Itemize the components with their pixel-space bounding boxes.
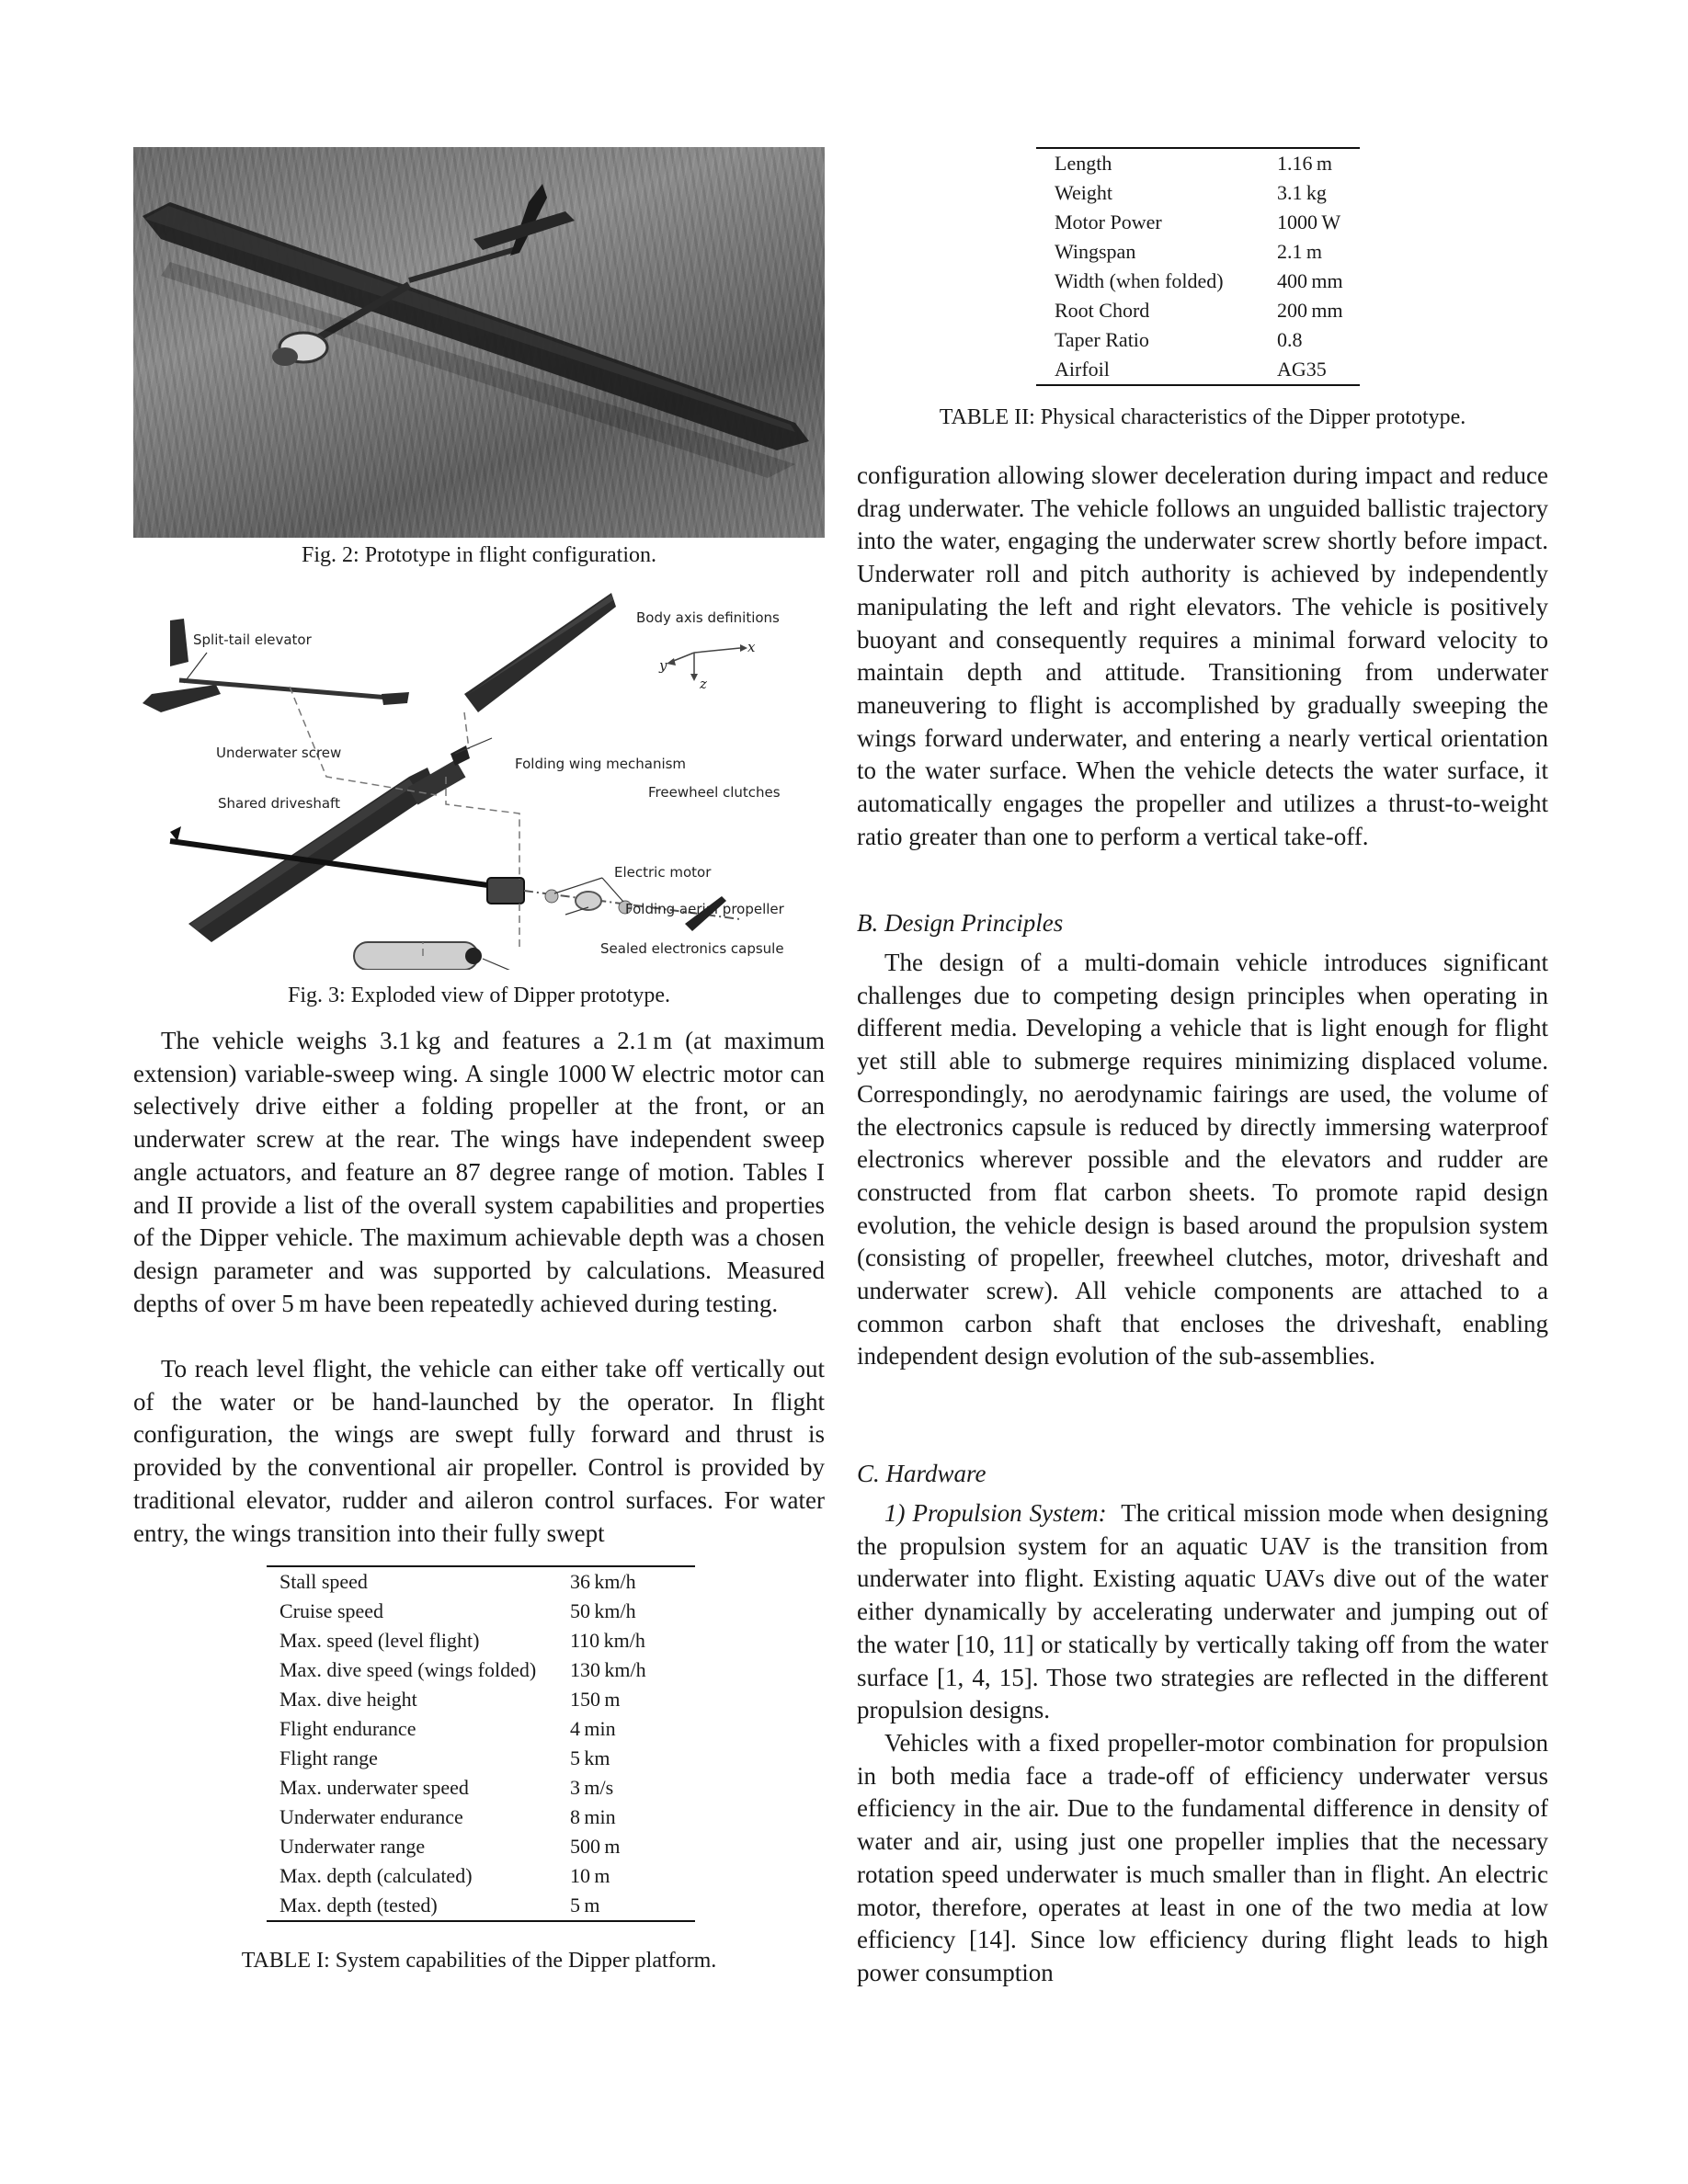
table-1-row	[267, 1626, 695, 1655]
table-1-value: 10 m	[570, 1864, 610, 1887]
label-folding-wing-mechanism: Folding wing mechanism	[515, 756, 687, 772]
table-1-row	[267, 1655, 695, 1685]
electronics-capsule-shape	[354, 942, 478, 970]
table-2-value: 1000 W	[1277, 210, 1341, 233]
table-1-property: Max. dive speed (wings folded)	[279, 1658, 537, 1681]
table-2-value: 3.1 kg	[1277, 181, 1327, 204]
tail-fin	[170, 619, 188, 666]
table-1-row	[267, 1597, 695, 1626]
label-split-tail-elevator: Split-tail elevator	[193, 631, 312, 648]
table-2-row	[1036, 237, 1360, 267]
label-body-axis-definitions: Body axis definitions	[636, 609, 780, 626]
table-2-property: Motor Power	[1055, 210, 1162, 233]
left-paragraph-1: The vehicle weighs 3.1 kg and features a 2.1 m (at maximum extension) variable-sweep wing. A single 1000 W electric motor can selectively drive either a folding propeller at the front, or an underwater screw at the rear. The wings have independent sweep angle actuators, and feature an 87 degree range of motion. Tables I and II provide a list of the overall system capabilities and properties of the Dipper vehicle. The maximum achievable depth was a chosen design parameter and was supported by calculations. Measured depths of over 5 m have been repeatedly achieved during testing.	[133, 1027, 825, 1317]
prototype-photo	[133, 147, 825, 538]
label-axis-z: z	[700, 676, 707, 692]
table-1-value: 500 m	[570, 1835, 621, 1858]
label-electric-motor: Electric motor	[614, 864, 712, 881]
table-1-property: Max. underwater speed	[279, 1776, 469, 1799]
table-1-value: 5 km	[570, 1746, 610, 1769]
table-1-value: 5 m	[570, 1891, 695, 1921]
table-1-property: Flight range	[279, 1746, 378, 1769]
table-1-row	[267, 1566, 695, 1597]
table-2-value: AG35	[1277, 355, 1360, 385]
table-2-row	[1036, 178, 1360, 208]
table-1-row	[267, 1891, 695, 1921]
aircraft-silhouette	[133, 147, 825, 538]
right-paragraph-3-text: The critical mission mode when designing the propulsion system for an aquatic UAV is the transition from underwater into flight. Existing aquatic UAVs dive out of the water either dynamically by accelerating underwater and jumping out of the water [10, 11] or statically by vertically taking off from the water surface [1, 4, 15]. Those two strategies are reflected in the different propulsion designs.	[857, 1499, 1549, 1724]
table-2-physical-characteristics	[1036, 147, 1360, 386]
table-2-value: 200 mm	[1277, 299, 1343, 322]
section-b-heading: B. Design Principles	[857, 909, 1064, 937]
right-paragraph-4: Vehicles with a fixed propeller-motor combination for propulsion in both media face a trade-off of efficiency underwater versus efficiency in the air. Due to the fundamental difference in density of water and air, using just one propeller implies that the necessary rotation speed underwater is much smaller than in flight. An electric motor, therefore, operates at least in one of the two media at low efficiency [14]. Since low efficiency during flight leads to high power consumption	[857, 1729, 1548, 1986]
label-folding-aerial-propeller: Folding aerial propeller	[625, 901, 784, 917]
table-1-property: Max. dive height	[279, 1688, 417, 1711]
table-1-property: Max. speed (level flight)	[279, 1629, 480, 1652]
table-1-property: Underwater endurance	[279, 1805, 463, 1828]
table-2-value: 1.16 m	[1277, 148, 1360, 178]
table-1-row	[267, 1773, 695, 1803]
split-tail-elevator-shape	[143, 685, 221, 712]
label-sealed-electronics-capsule: Sealed electronics capsule	[600, 940, 784, 957]
table-2-property: Root Chord	[1055, 299, 1150, 322]
table-2-row	[1036, 208, 1360, 237]
subsection-propulsion-system: 1) Propulsion System:	[884, 1499, 1107, 1527]
right-paragraph-3	[857, 1497, 1548, 1727]
table-2-caption: TABLE II: Physical characteristics of the Dipper prototype.	[939, 405, 1466, 429]
label-freewheel-clutches: Freewheel clutches	[648, 784, 781, 801]
table-2-property: Taper Ratio	[1055, 328, 1149, 351]
table-1-property: Max. depth (tested)	[267, 1891, 570, 1921]
table-2-row	[1036, 325, 1360, 355]
table-2-property: Wingspan	[1055, 240, 1136, 263]
table-1-row	[267, 1832, 695, 1861]
label-axis-x: x	[747, 639, 756, 655]
table-1-row	[267, 1714, 695, 1744]
table-1-row	[267, 1685, 695, 1714]
table-1-value: 36 km/h	[570, 1566, 695, 1597]
table-1-system-capabilities	[267, 1565, 695, 1922]
label-axis-y: y	[659, 657, 667, 674]
right-paragraph-2: The design of a multi-domain vehicle introduces significant challenges due to competing design principles when operating in different media. Developing a vehicle that is light enough for flight yet still able to submerge requires minimizing displaced volume. Correspondingly, no aerodynamic fairings are used, the volume of the electronics capsule is reduced by directly immersing waterproof electronics wherever possible and the elevators and rudder are constructed from flat carbon sheets. To promote rapid design evolution, the vehicle design is based around the propulsion system (consisting of propeller, freewheel clutches, motor, driveshaft and underwater screw). All vehicle components are attached to a common carbon shaft that encloses the driveshaft, enabling independent design evolution of the sub-assemblies.	[857, 949, 1548, 1371]
table-2-row	[1036, 355, 1360, 385]
label-underwater-screw: Underwater screw	[216, 745, 342, 761]
table-2-value: 400 mm	[1277, 269, 1343, 292]
table-2-property: Airfoil	[1036, 355, 1277, 385]
table-1-row	[267, 1744, 695, 1773]
table-1-caption: TABLE I: System capabilities of the Dipper platform.	[241, 1949, 717, 1973]
right-paragraph-1: configuration allowing slower deceleration during impact and reduce drag underwater. The vehicle follows an unguided ballistic trajectory into the water, engaging the underwater screw shortly before impact. Underwater roll and pitch authority is achieved by independently manipulating the left and right elevators. The vehicle is positively buoyant and consequently requires a minimal forward velocity to maintain depth and attitude. Transitioning from underwater maneuvering to flight is accomplished by gradually sweeping the wings forward underwater, and entering a nearly vertical orientation to the water surface. When the vehicle detects the water surface, it automatically engages the propeller and utilizes a thrust-to-weight ratio greater than one to perform a vertical take-off.	[857, 461, 1548, 850]
label-shared-driveshaft: Shared driveshaft	[218, 795, 340, 812]
table-1-value: 8 min	[570, 1805, 616, 1828]
table-1-row	[267, 1803, 695, 1832]
table-2-property: Weight	[1055, 181, 1112, 204]
table-2-row	[1036, 267, 1360, 296]
table-1-property: Stall speed	[267, 1566, 570, 1597]
table-2-property: Length	[1036, 148, 1277, 178]
table-1-value: 110 km/h	[570, 1629, 645, 1652]
left-paragraph-2: To reach level flight, the vehicle can either take off vertically out of the water or be hand-launched by the operator. In flight configuration, the wings are swept fully forward and thrust is provided by the conventional air propeller. Control is provided by traditional elevator, rudder and aileron control surfaces. For water entry, the wings transition into their fully swept	[133, 1355, 825, 1547]
table-1-value: 150 m	[570, 1688, 621, 1711]
table-1-value: 50 km/h	[570, 1599, 636, 1622]
body-axis-arrows	[667, 644, 747, 681]
figure-3-caption: Fig. 3: Exploded view of Dipper prototype.	[288, 984, 670, 1007]
table-1-value: 4 min	[570, 1717, 616, 1740]
table-1-row	[267, 1861, 695, 1891]
table-1-property: Cruise speed	[279, 1599, 384, 1622]
table-2-value: 0.8	[1277, 328, 1303, 351]
table-1-value: 3 m/s	[570, 1776, 614, 1799]
table-1-property: Max. depth (calculated)	[279, 1864, 473, 1887]
table-2-value: 2.1 m	[1277, 240, 1323, 263]
table-2-row	[1036, 148, 1360, 178]
figure-2-caption: Fig. 2: Prototype in flight configuration.	[302, 543, 656, 567]
table-1-value: 130 km/h	[570, 1658, 646, 1681]
table-1-property: Flight endurance	[279, 1717, 416, 1740]
section-c-heading: C. Hardware	[857, 1460, 987, 1487]
table-2-property: Width (when folded)	[1055, 269, 1224, 292]
table-2-row	[1036, 296, 1360, 325]
exploded-view-diagram	[133, 574, 825, 970]
table-1-property: Underwater range	[279, 1835, 426, 1858]
